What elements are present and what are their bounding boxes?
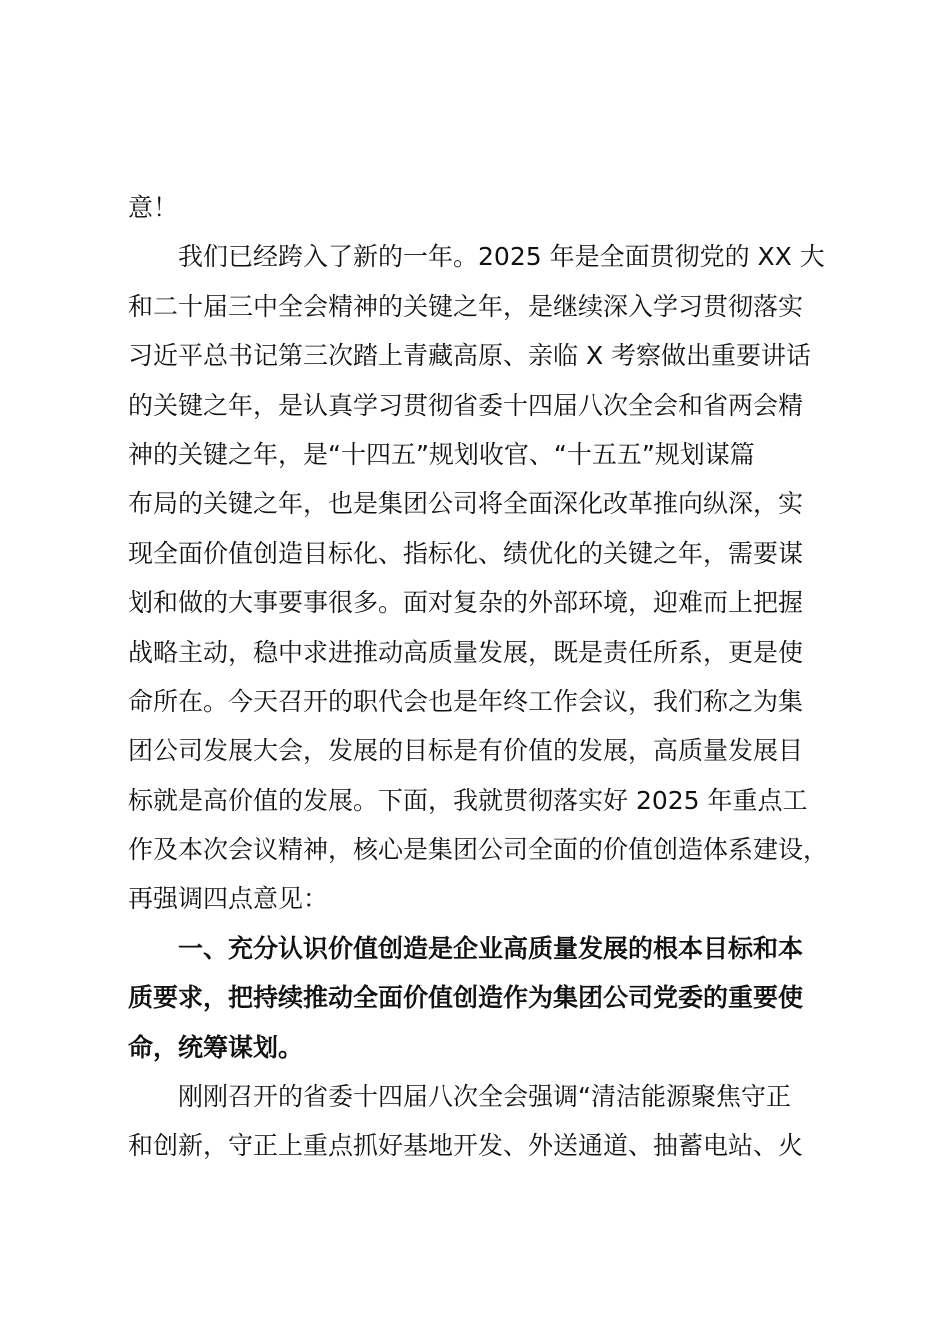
section-heading-line-3: 命，统筹谋划。	[128, 1032, 304, 1062]
text-line-2: 我们已经跨入了新的一年。2025 年是全面贯彻党的 XX 大	[178, 242, 825, 272]
text-line-5: 的关键之年，是认真学习贯彻省委十四届八次全会和省两会精	[128, 390, 804, 420]
text-line-8: 现全面价值创造目标化、指标化、绩优化的关键之年，需要谋	[128, 538, 804, 568]
text-line-11: 命所在。今天召开的职代会也是年终工作会议，我们称之为集	[128, 686, 804, 716]
text-line-15: 再强调四点意见：	[128, 884, 329, 914]
text-line-14: 作及本次会议精神，核心是集团公司全面的价值创造体系建设，	[128, 835, 829, 865]
text-line-9: 划和做的大事要事很多。面对复杂的外部环境，迎难而上把握	[128, 588, 804, 618]
text-line-6: 神的关键之年，是“十四五”规划收官、“十五五”规划谋篇	[128, 439, 755, 469]
text-line-4: 习近平总书记第三次踏上青藏高原、亲临 X 考察做出重要讲话	[128, 341, 812, 371]
text-line-1: 意！	[128, 193, 179, 222]
text-line-13: 标就是高价值的发展。下面，我就贯彻落实好 2025 年重点工	[128, 785, 808, 815]
text-line-3: 和二十届三中全会精神的关键之年，是继续深入学习贯彻落实	[128, 291, 804, 321]
text-line-10: 战略主动，稳中求进推动高质量发展，既是责任所系，更是使	[128, 637, 804, 667]
text-line-7: 布局的关键之年，也是集团公司将全面深化改革推向纵深，实	[128, 489, 804, 519]
section-heading-line-2: 质要求，把持续推动全面价值创造作为集团公司党委的重要使	[128, 983, 804, 1013]
text-line-19: 刚刚召开的省委十四届八次全会强调“清洁能源聚焦守正	[178, 1082, 791, 1112]
text-line-12: 团公司发展大会，发展的目标是有价值的发展，高质量发展目	[128, 736, 804, 766]
section-heading-line-1: 一、充分认识价值创造是企业高质量发展的根本目标和本	[178, 933, 804, 963]
text-line-20: 和创新，守正上重点抓好基地开发、外送通道、抽蓄电站、火	[128, 1131, 804, 1161]
body-text	[128, 183, 848, 1171]
